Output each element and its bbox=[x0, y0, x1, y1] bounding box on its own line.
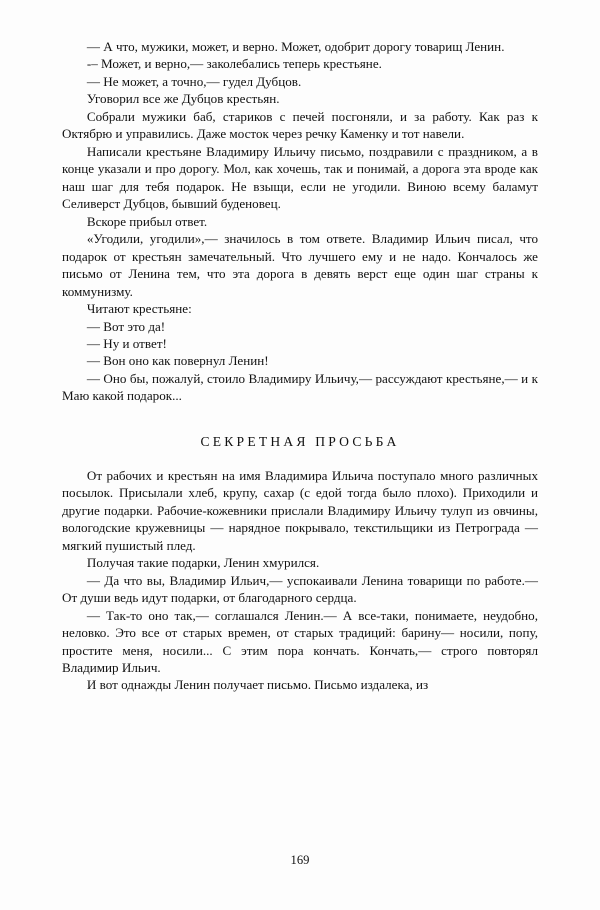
paragraph: — Оно бы, пожалуй, стоило Владимиру Ильичу,— рассуждают крестьяне,— и к Маю какой подарок... bbox=[62, 370, 538, 404]
paragraph: -– Может, и верно,— заколебались теперь крестьяне. bbox=[86, 56, 382, 72]
paragraph: Вскоре прибыл ответ. bbox=[86, 213, 208, 229]
section-heading: СЕКРЕТНАЯ ПРОСЬБА bbox=[200, 433, 400, 449]
paragraph: Читают крестьяне: bbox=[86, 301, 192, 317]
paragraph: — Ну и ответ! bbox=[86, 335, 167, 351]
paragraph: — Да что вы, Владимир Ильич,— успокаивали Ленина товарищи по работе.— От души ведь идут подарки, от благодарного сердца. bbox=[62, 572, 538, 606]
paragraph: — Так-то оно так,— соглашался Ленин.— А все-таки, понимаете, неудобно, неловко. Это все от старых времен, от старых традиций: барину— носили, попу, простите меня, носили... С этим пора кончать. Кончать,— строго повторял Владимир Ильич. bbox=[62, 607, 538, 675]
paragraph: «Угодили, угодили»,— значилось в том ответе. Владимир Ильич писал, что подарок от крестьян замечательный. Что лучшего ему и не надо. Кончалось же письмо от Ленина тем, что эта дорога в девять верст еще один шаг страны к коммунизму. bbox=[62, 231, 538, 299]
paragraph: Получая такие подарки, Ленин хмурился. bbox=[86, 555, 320, 571]
paragraph: — А что, мужики, может, и верно. Может, одобрит дорогу товарищ Ленин. bbox=[86, 39, 505, 54]
text-column-top bbox=[62, 38, 538, 405]
paragraph: — Вон оно как повернул Ленин! bbox=[86, 353, 269, 369]
paragraph: Уговорил все же Дубцов крестьян. bbox=[86, 91, 280, 107]
paragraph: От рабочих и крестьян на имя Владимира Ильича поступало много различных посылок. Присылали хлеб, крупу, сахар (с едой тогда было плохо). Приходили и другие подарки. Рабочие-кожевники прислали Владимиру Ильичу тулуп из овчины, вологодские кружевницы — нарядное покрывало, текстильщики из Петрограда — мягкий пушистый плед. bbox=[62, 467, 538, 553]
paragraph: — Вот это да! bbox=[86, 318, 166, 334]
paragraph: — Не может, а точно,— гудел Дубцов. bbox=[86, 73, 302, 89]
paragraph: И вот однажды Ленин получает письмо. Письмо издалека, из bbox=[86, 677, 429, 693]
text-column-bottom bbox=[62, 467, 538, 694]
paragraph: Написали крестьяне Владимиру Ильичу письмо, поздравили с праздником, а в конце указали и про дорогу. Мол, как хочешь, так и понимай, а дорога эта вроде как наш шаг для тебя подарок. Не взыщи, если не угодили. Виною всему баламут Селиверст Дубцов, бывший буденовец. bbox=[62, 143, 538, 212]
page-number: 169 bbox=[290, 853, 310, 867]
paragraph: Собрали мужики баб, стариков с печей посгоняли, и за работу. Как раз к Октябрю и управились. Даже мосток через речку Каменку и тот навели. bbox=[62, 108, 538, 142]
